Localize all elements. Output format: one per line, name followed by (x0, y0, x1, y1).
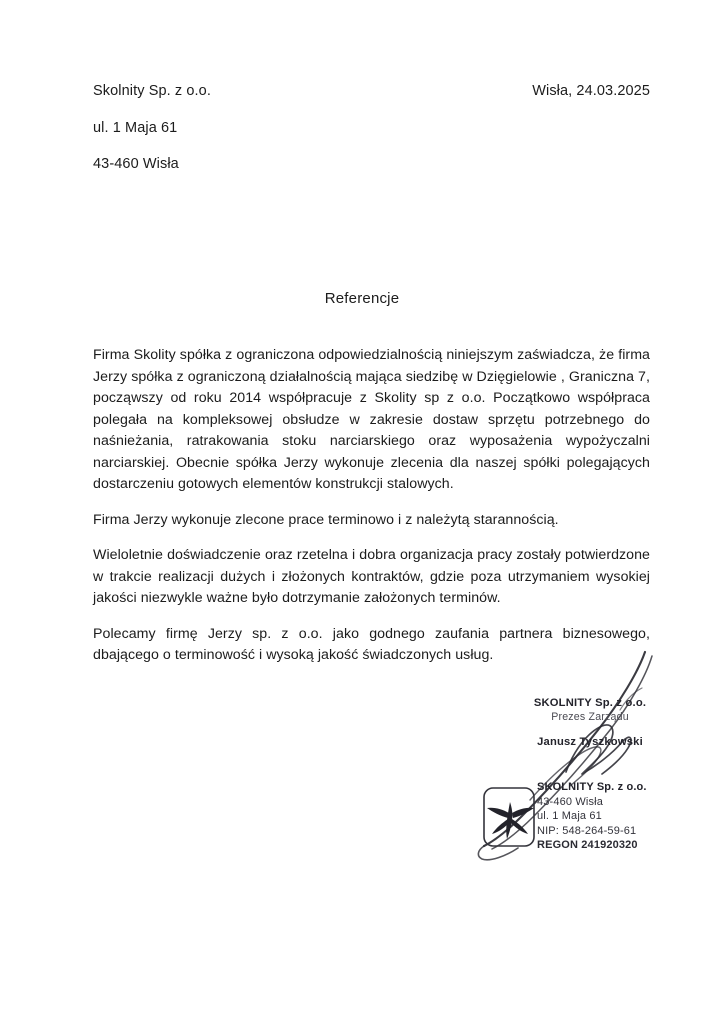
letter-body (93, 345, 650, 667)
seal-nip: NIP: 548-264-59-61 (537, 824, 637, 837)
sender-street: ul. 1 Maja 61 (93, 119, 178, 136)
signature-block (470, 650, 700, 880)
seal-street: ul. 1 Maja 61 (537, 810, 602, 822)
stamp-company-name: SKOLNITY Sp. z o.o. (533, 697, 647, 709)
place-and-date: Wisła, 24.03.2025 (532, 83, 650, 99)
document-title: Referencje (324, 290, 400, 307)
body-paragraph: Firma Skolity spółka z ograniczona odpowiedzialnością niniejszym zaświadcza, że firma Jerzy spółka z ograniczoną działalnością mająca siedzibę w Dzięgielowie , Graniczna 7, począwszy od roku 2014 współpracuje z Skolity sp z o.o. Początkowo współpraca polegała na kompleksowej obsłudze w zakresie dostaw sprzętu potrzebnego do naśnieżania, ratrakowania stoku narciarskiego oraz wyposażenia wypożyczalni narciarskiej. Obecnie spółka Jerzy wykonuje zlecenia dla naszej spółki polegających dostarczeniu gotowych elementów konstrukcji stalowych. (93, 347, 650, 492)
signature-stamp (520, 697, 660, 748)
letter-header (93, 84, 650, 172)
seal-text-lines (537, 780, 647, 853)
sender-company-name: Skolnity Sp. z o.o. (93, 83, 211, 99)
stamp-signatory-name: Janusz Tyszkowski (537, 736, 643, 748)
body-paragraph: Firma Jerzy wykonuje zlecone prace terminowo i z należytą starannością. (93, 511, 559, 528)
body-paragraph: Polecamy firmę Jerzy sp. z o.o. jako godnego zaufania partnera biznesowego, dbającego o terminowość i wysoką jakość świadczonych usług. (93, 625, 650, 663)
seal-company-name: SKOLNITY Sp. z o.o. (537, 781, 647, 793)
seal-regon: REGON 241920320 (537, 839, 638, 851)
company-seal (482, 770, 697, 865)
sender-city: 43-460 Wisła (93, 156, 179, 172)
seal-city: 43-460 Wisła (537, 795, 603, 808)
body-paragraph: Wieloletnie doświadczenie oraz rzetelna i dobra organizacja pracy zostały potwierdzone w trakcie realizacji dużych i złożonych kontraktów, gdzie poza utrzymaniem wysokiej jakości niezwykle ważne było dotrzymanie założonych terminów. (93, 547, 650, 606)
bird-emblem-icon (482, 782, 540, 852)
stamp-role: Prezes Zarządu (551, 711, 629, 723)
